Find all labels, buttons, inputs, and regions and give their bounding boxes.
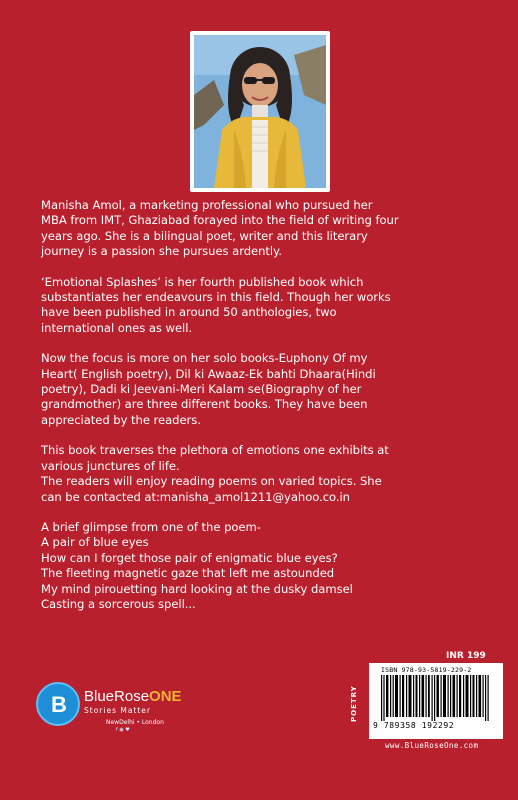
bio-line: MBA from IMT, Ghaziabad forayed into the field of writing four [41, 213, 399, 228]
publisher-name [84, 688, 182, 705]
bio-line: The readers will enjoy reading poems on varied topics. She [41, 474, 382, 489]
bio-line: international ones as well. [41, 320, 193, 335]
logo-letter: B [51, 692, 67, 717]
publisher-tagline: Stories Matter [84, 706, 152, 715]
social-icons: f ◉ ♥ [116, 727, 130, 733]
bio-line: substantiates her endeavours in this field. Though her works [41, 290, 391, 305]
bio-line: ‘Emotional Splashes’ is her fourth published book which [41, 274, 364, 289]
poem-excerpt [41, 520, 486, 612]
poem-line: How can I forget those pair of enigmatic blue eyes? [41, 550, 338, 565]
bio-line: Now the focus is more on her solo books-Euphony Of my [41, 351, 368, 366]
isbn-label: ISBN 978-93-5819-229-2 [381, 666, 472, 674]
author-photo-frame [190, 31, 330, 192]
bio-line: appreciated by the readers. [41, 412, 201, 427]
author-photo [194, 35, 326, 188]
barcode-bars [381, 675, 491, 721]
bio-line: grandmother) are three different books. They have been [41, 397, 368, 412]
bio-line: This book traverses the plethora of emotions one exhibits at [41, 443, 389, 458]
price-label: INR 199 [446, 651, 486, 661]
bio-paragraph-4 [41, 443, 486, 505]
publisher-name-part2: ONE [149, 688, 182, 705]
poem-line: The fleeting magnetic gaze that left me astounded [41, 566, 335, 581]
bio-line: poetry), Dadi ki Jeevani-Meri Kalam se(Biography of her [41, 382, 362, 397]
bio-line: Manisha Amol, a marketing professional who pursued her [41, 198, 373, 212]
bio-line: have been published in around 50 anthologies, two [41, 305, 337, 320]
bio-line: journey is a passion she pursues ardently. [41, 244, 282, 259]
barcode [369, 663, 503, 739]
bio-paragraph-3 [41, 351, 486, 428]
bio-line: years ago. She is a bilingual poet, writer and this literary [41, 228, 368, 243]
poem-line: Casting a sorcerous spell... [41, 596, 196, 611]
barcode-digits: 9 789358 192292 [373, 721, 455, 730]
publisher-website: www.BlueRoseOne.com [385, 741, 479, 750]
poem-line: A brief glimpse from one of the poem- [41, 519, 261, 534]
bio-line: various junctures of life. [41, 458, 180, 473]
genre-label: POETRY [350, 685, 358, 723]
bio-line: Heart( English poetry), Dil ki Awaaz-Ek bahti Dhaara(Hindi [41, 366, 376, 381]
poem-line: My mind pirouetting hard looking at the dusky damsel [41, 581, 353, 596]
bio-line: can be contacted at:manisha_amol1211@yahoo.co.in [41, 489, 350, 504]
publisher-logo [36, 682, 196, 732]
publisher-name-part1: BlueRose [84, 688, 150, 705]
publisher-logo-icon [36, 682, 80, 726]
author-bio [41, 198, 486, 627]
bio-paragraph-1 [41, 198, 486, 260]
bio-paragraph-2 [41, 275, 486, 337]
publisher-locations: NewDelhi • London [106, 719, 164, 726]
poem-line: A pair of blue eyes [41, 535, 149, 550]
